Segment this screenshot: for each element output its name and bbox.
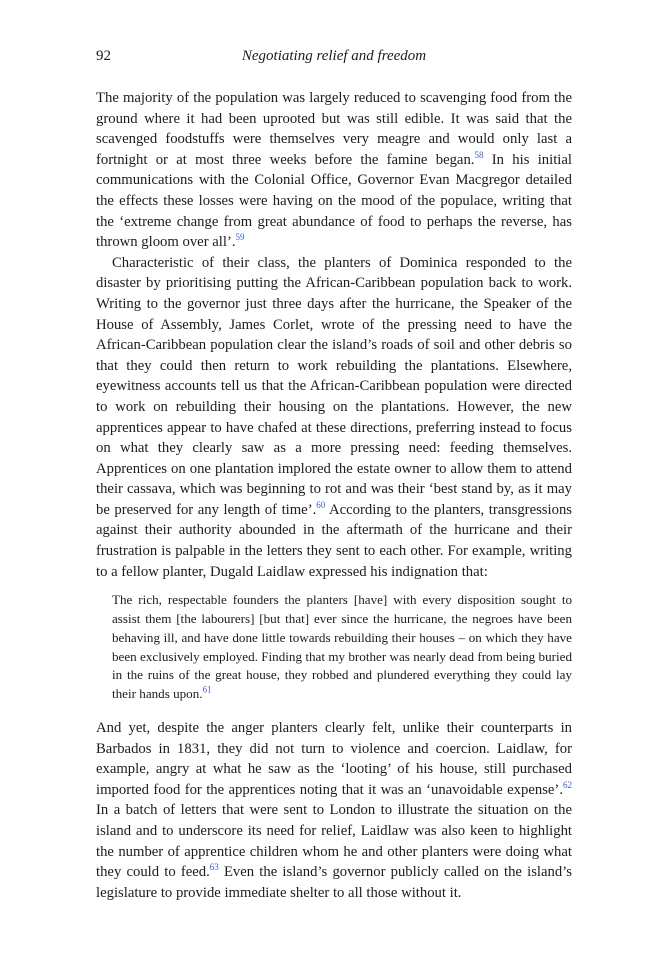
- paragraph-text: In a batch of letters that were sent to London to illustrate the situation on the island and to underscore its need for relief, Laidlaw was also keen to highlight the number of apprentice children whom he and other planters were doing what they could to feed.: [96, 802, 572, 881]
- page-number: 92: [96, 48, 111, 64]
- paragraph-text: And yet, despite the anger planters clearly felt, unlike their counterparts in Barbados in 1831, they did not turn to violence and coercion. Laidlaw, for example, angry at what he saw as the ‘looting’ of his house, still purchased imported food for the apprentices noting that it was an ‘unavoidable expense’.: [96, 720, 572, 798]
- footnote-ref-61[interactable]: 61: [202, 684, 212, 695]
- quote-text: The rich, respectable founders the planters [have] with every disposition sought to assist them [the labourers] [but that] ever since the hurricane, the negroes have been behaving ill, and have done little towards rebuilding their houses – on which they have been exclusively employed. Finding that my brother was nearly dead from being buried in the ruins of the great house, they robbed and plundered everything they could lay their hands upon.: [112, 592, 572, 702]
- running-head: [96, 48, 572, 70]
- body-paragraph-3: [96, 718, 572, 903]
- body-paragraph-1: [96, 88, 572, 253]
- body-paragraph-2: [96, 253, 572, 583]
- footnote-ref-59[interactable]: 59: [235, 232, 245, 243]
- footnote-ref-63[interactable]: 63: [209, 862, 219, 873]
- book-page: [96, 48, 572, 903]
- footnote-ref-62[interactable]: 62: [563, 779, 572, 790]
- footnote-ref-60[interactable]: 60: [316, 499, 326, 510]
- paragraph-text: According to the planters, transgressions against their authority abounded in the aftermath of the hurricane and their frustration is palpable in the letters they sent to each other. For example, writing to a fellow planter, Dugald Laidlaw expressed his indignation that:: [96, 501, 572, 580]
- block-quote: [112, 591, 572, 704]
- running-title: Negotiating relief and freedom: [241, 48, 427, 64]
- paragraph-text: Even the island’s governor publicly called on the island’s legislature to provide immediate shelter to all those without it.: [96, 864, 572, 901]
- paragraph-text: Characteristic of their class, the planters of Dominica responded to the disaster by prioritising putting the African-Caribbean population back to work. Writing to the governor just three days after the hurricane, the Speaker of the House of Assembly, James Corlet, wrote of the pressing need to have the African-Caribbean population clear the island’s roads of soil and other debris so that they could then return to work rebuilding the plantations. Elsewhere, eyewitness accounts tell us that the African-Caribbean population were directed to work on rebuilding their housing on the plantations. However, the new apprentices appear to have chafed at these directions, preferring instead to focus on what they clearly saw as a more pressing need: feeding themselves. Apprentices on one plantation implored the estate owner to allow them to attend their cassava, which was beginning to rot and was their ‘best stand by, as it may be preserved for any length of time’.: [96, 254, 572, 518]
- footnote-ref-58[interactable]: 58: [474, 149, 484, 160]
- paragraph-text: The majority of the population was largely reduced to scavenging food from the ground where it had been uprooted but was still edible. It was said that the scavenged foodstuffs were themselves very meagre and would only last a fortnight or at most three weeks before the famine began.: [96, 90, 572, 168]
- paragraph-text: In his initial communications with the Colonial Office, Governor Evan Macgregor detailed the effects these losses were having on the mood of the populace, writing that the ‘extreme change from great abundance of food to perhaps the reverse, has thrown gloom over all’.: [96, 151, 572, 251]
